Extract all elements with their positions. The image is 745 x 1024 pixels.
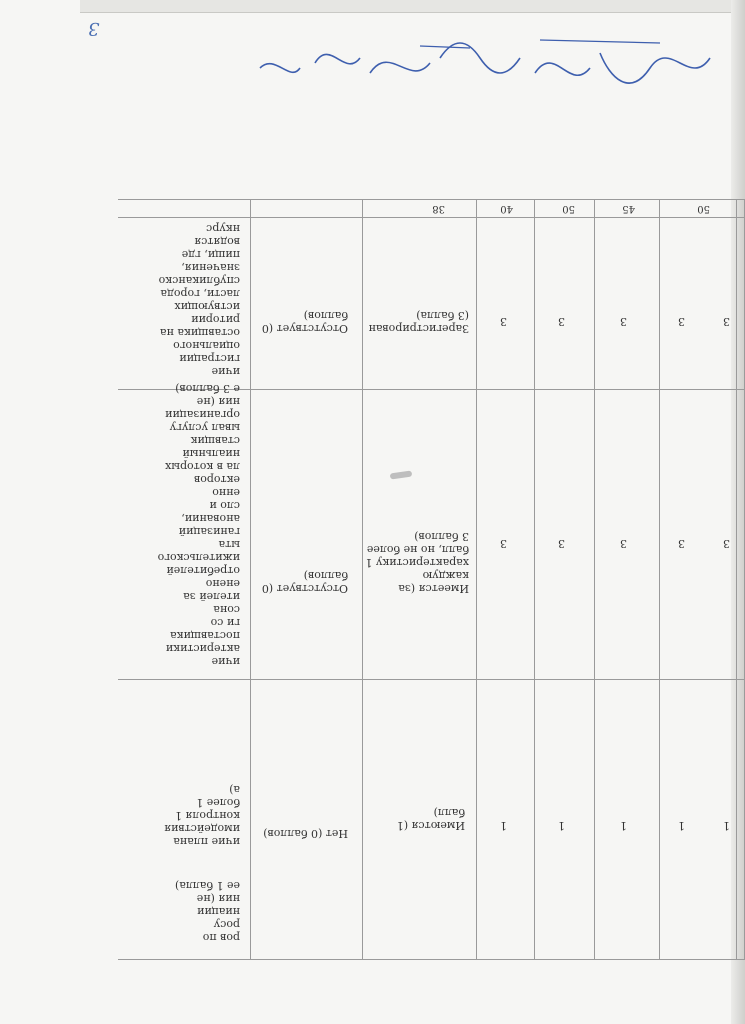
col-b-val-5: 3 bbox=[723, 537, 730, 550]
col-a-val-4: 1 bbox=[678, 819, 685, 832]
col-c-val-2: 3 bbox=[558, 315, 565, 328]
table-col-line-3 bbox=[659, 200, 660, 960]
scan-edge-top bbox=[80, 0, 745, 13]
score-header-5: 38 bbox=[432, 203, 445, 214]
col-a-val-1: 1 bbox=[500, 819, 507, 832]
score-header-3: 50 bbox=[562, 203, 575, 214]
table-col-line-7 bbox=[362, 200, 363, 960]
col-b-val-1: 3 bbox=[500, 537, 507, 550]
col-b-yes: Имеется (за каждую характеристику 1 балл, но не более 3 баллов) bbox=[365, 530, 469, 595]
score-header-4: 40 bbox=[500, 203, 513, 214]
col-b-no: Отсутствует (0 баллов) bbox=[261, 569, 348, 595]
col-c-val-1: 3 bbox=[500, 315, 507, 328]
col-c-val-5: 3 bbox=[723, 315, 730, 328]
table-row-divider-2 bbox=[118, 679, 745, 680]
col-b-val-2: 3 bbox=[558, 537, 565, 550]
col-c-val-3: 3 bbox=[620, 315, 627, 328]
col-b-val-3: 3 bbox=[620, 537, 627, 550]
table-col-line-5 bbox=[534, 200, 535, 960]
col-c-no: Отсутствует (0 баллов) bbox=[261, 309, 348, 335]
col-a-no: Нет (0 баллов) bbox=[263, 827, 348, 840]
score-header-1: 50 bbox=[697, 203, 710, 214]
page-number: 3 bbox=[88, 18, 100, 39]
table-col-line-2 bbox=[736, 200, 737, 960]
col-b-title: ичие актеристики поставщика ги со сона ителей за енено отребителей ижительского ыта ганизаций ановании, сло и енно екторов ла в которых ниальный ставщик ывал услугу организации ния (не е 3 баллов) bbox=[157, 382, 240, 668]
table-header-line bbox=[118, 217, 745, 218]
table-border-bottom bbox=[118, 199, 745, 200]
col-a-val-3: 1 bbox=[620, 819, 627, 832]
col-a-plan: ичие плана имодействия контроля 1 более 1 а) bbox=[164, 783, 240, 848]
score-header-2: 45 bbox=[622, 203, 635, 214]
rotated-table bbox=[118, 200, 745, 960]
handwritten-signature bbox=[240, 28, 720, 98]
table-col-line-6 bbox=[476, 200, 477, 960]
table-col-line-4 bbox=[594, 200, 595, 960]
col-c-title: ичие гистрации оциального оставщика на ритории иствующих ласти, города спубликанско значения, пищи, где водятся нкурс bbox=[158, 222, 240, 378]
col-b-val-4: 3 bbox=[678, 537, 685, 550]
col-c-yes: Зарегистрирован (3 балла) bbox=[368, 309, 469, 335]
col-a-val-5: 1 bbox=[723, 819, 730, 832]
col-a-title: ров по росу ниации ния (не ее 1 балла) bbox=[174, 879, 240, 944]
table-col-line-8 bbox=[250, 200, 251, 960]
col-c-val-4: 3 bbox=[678, 315, 685, 328]
col-a-yes: Имеются (1 балл) bbox=[396, 806, 465, 832]
col-a-val-2: 1 bbox=[558, 819, 565, 832]
pen-smudge bbox=[390, 470, 413, 479]
table-border-top bbox=[118, 959, 745, 960]
signature-scribble bbox=[240, 28, 720, 98]
